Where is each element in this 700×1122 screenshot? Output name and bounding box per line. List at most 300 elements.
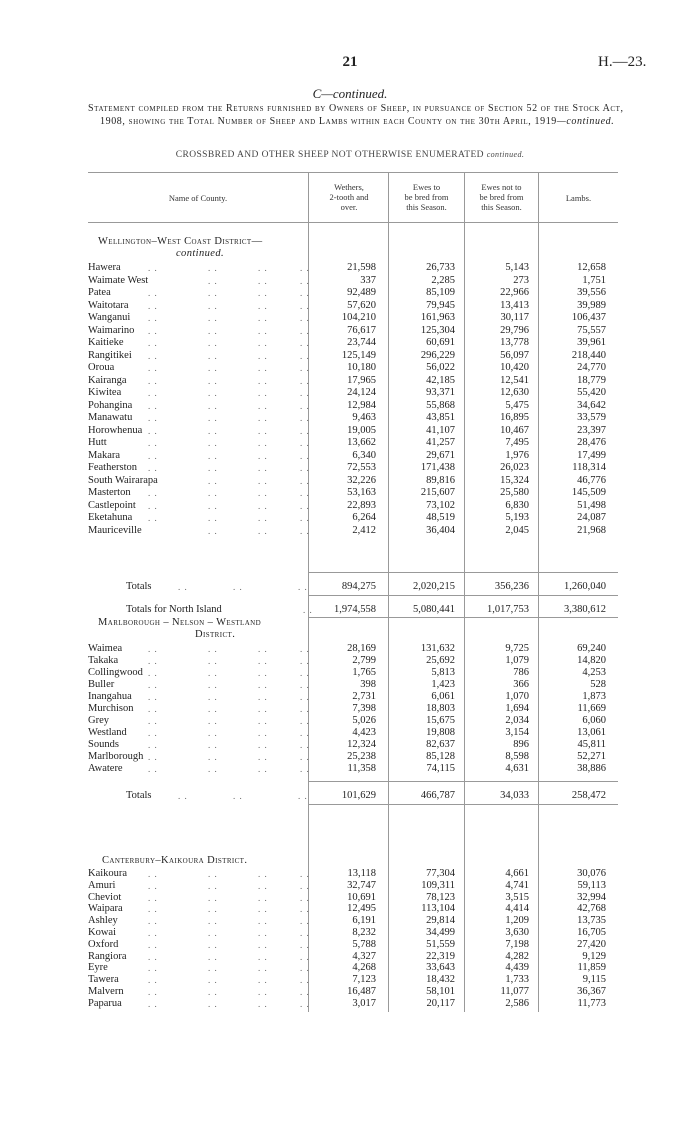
table-row [88,679,618,691]
leader-dots: . . [300,301,310,311]
wethers-value: 4,423 [352,727,376,738]
ewes-not-bred-value: 2,034 [505,715,529,726]
leader-dots: . . [300,987,310,997]
county-name: Sounds [88,739,119,750]
leader-dots: . . [148,904,158,914]
ewes-bred-value: 161,963 [420,312,455,323]
leader-dots: . . [148,940,158,950]
leader-dots: . . [148,928,158,938]
county-name: Mauriceville [88,525,142,536]
leader-dots: . . [178,791,188,801]
totals-row [88,604,618,616]
leader-dots: . . [148,388,158,398]
wethers-value: 13,662 [347,437,376,448]
leader-dots: . . [208,656,218,666]
leader-dots: . . [208,999,218,1009]
leader-dots: . . [208,526,218,536]
leader-dots: . . [148,668,158,678]
wethers-value: 12,324 [347,739,376,750]
statement-suffix: —continued. [556,115,615,127]
ewes-bred-value: 89,816 [426,475,455,486]
leader-dots: . . [148,656,158,666]
leader-dots: . . [258,388,268,398]
header-lambs: Lambs. [565,193,592,203]
ewes-not-bred-value: 56,097 [500,350,529,361]
lambs-value: 6,060 [582,715,606,726]
ewes-bred-value: 2,285 [431,275,455,286]
leader-dots: . . [148,301,158,311]
leader-dots: . . [148,513,158,523]
ewes-not-bred-value: 34,033 [500,790,529,801]
subtitle-text: CROSSBRED AND OTHER SHEEP NOT OTHERWISE ENUMERATED [175,150,484,160]
ewes-not-bred-value: 7,198 [505,939,529,950]
leader-dots: . . [300,488,310,498]
leader-dots: . . [258,680,268,690]
ewes-bred-value: 125,304 [420,325,455,336]
lambs-value: 59,113 [577,880,606,891]
ewes-bred-value: 29,671 [426,450,455,461]
county-name: Marlborough [88,751,144,762]
leader-dots: . . [258,313,268,323]
lambs-value: 33,579 [577,412,606,423]
ewes-bred-value: 19,808 [426,727,455,738]
lambs-value: 51,498 [577,500,606,511]
header-line: Wethers, [334,182,364,192]
lambs-value: 14,820 [577,655,606,666]
table-row [88,667,618,679]
leader-dots: . . [258,904,268,914]
table-row [88,325,618,337]
leader-dots: . . [258,338,268,348]
ewes-not-bred-value: 15,324 [500,475,529,486]
leader-dots: . . [208,893,218,903]
table-row [88,763,618,775]
ewes-not-bred-value: 29,796 [500,325,529,336]
leader-dots: . . [148,680,158,690]
wethers-value: 57,620 [347,300,376,311]
leader-dots: . . [148,644,158,654]
wethers-value: 9,463 [352,412,376,423]
ewes-bred-value: 113,104 [421,903,455,914]
ewes-bred-value: 58,101 [426,986,455,997]
ewes-bred-value: 82,637 [426,739,455,750]
leader-dots: . . [208,952,218,962]
ewes-not-bred-value: 4,661 [505,868,529,879]
leader-dots: . . [208,401,218,411]
ewes-bred-value: 15,675 [426,715,455,726]
lambs-value: 23,397 [577,425,606,436]
county-name: Grey [88,715,109,726]
ewes-bred-value: 26,733 [426,262,455,273]
ewes-not-bred-value: 22,966 [500,287,529,298]
wethers-value: 8,232 [352,927,376,938]
lambs-value: 18,779 [577,375,606,386]
leader-dots: . . [258,881,268,891]
ewes-bred-value: 466,787 [420,790,455,801]
ewes-not-bred-value: 10,467 [500,425,529,436]
leader-dots: . . [208,987,218,997]
leader-dots: . . [258,728,268,738]
leader-dots: . . [258,326,268,336]
table-row [88,715,618,727]
ewes-not-bred-value: 16,895 [500,412,529,423]
leader-dots: . . [148,463,158,473]
lambs-value: 55,420 [577,387,606,398]
table-subtitle [0,150,700,160]
leader-dots: . . [258,940,268,950]
leader-dots: . . [300,263,310,273]
leader-dots: . . [300,401,310,411]
leader-dots: . . [300,999,310,1009]
county-name: Awatere [88,763,123,774]
table-row [88,475,618,487]
leader-dots: . . [300,963,310,973]
ewes-not-bred-value: 1,976 [505,450,529,461]
leader-dots: . . [148,413,158,423]
header-line: this Season. [481,202,522,212]
wethers-value: 32,747 [347,880,376,891]
county-name: Rangitikei [88,350,132,361]
lambs-value: 34,642 [577,400,606,411]
lambs-value: 9,115 [582,974,606,985]
ewes-not-bred-value: 12,541 [500,375,529,386]
leader-dots: . . [148,401,158,411]
ewes-not-bred-value: 1,694 [505,703,529,714]
leader-dots: . . [300,426,310,436]
table-row [88,512,618,524]
ewes-bred-value: 296,229 [420,350,455,361]
county-name: Patea [88,287,111,298]
ewes-not-bred-value: 2,045 [505,525,529,536]
leader-dots: . . [300,869,310,879]
leader-dots: . . [208,388,218,398]
wethers-value: 32,226 [347,475,376,486]
wethers-value: 92,489 [347,287,376,298]
wethers-value: 21,598 [347,262,376,273]
county-name: Kairanga [88,375,127,386]
leader-dots: . . [300,764,310,774]
table-row [88,525,618,537]
leader-dots: . . [148,916,158,926]
lambs-value: 39,989 [577,300,606,311]
ewes-not-bred-value: 25,580 [500,487,529,498]
table-row [88,903,618,915]
lambs-value: 21,968 [577,525,606,536]
leader-dots: . . [208,916,218,926]
ewes-not-bred-value: 3,630 [505,927,529,938]
wethers-value: 11,358 [347,763,376,774]
table-row [88,337,618,349]
ewes-bred-value: 5,813 [431,667,455,678]
leader-dots: . . [258,351,268,361]
leader-dots: . . [208,376,218,386]
leader-dots: . . [148,975,158,985]
leader-dots: . . [300,752,310,762]
ewes-bred-value: 55,868 [426,400,455,411]
totals-label: Totals [126,581,152,592]
ewes-not-bred-value: 366 [513,679,529,690]
leader-dots: . . [300,716,310,726]
totals-row [88,790,618,802]
table-row [88,974,618,986]
leader-dots: . . [148,338,158,348]
ewes-bred-value: 18,803 [426,703,455,714]
table-row [88,375,618,387]
ewes-not-bred-value: 4,282 [505,951,529,962]
leader-dots: . . [148,263,158,273]
leader-dots: . . [208,463,218,473]
ewes-bred-value: 85,128 [426,751,455,762]
table-row [88,425,618,437]
leader-dots: . . [300,668,310,678]
county-name: Takaka [88,655,119,666]
leader-dots: . . [258,704,268,714]
leader-dots: . . [300,313,310,323]
ewes-not-bred-value: 5,193 [505,512,529,523]
leader-dots: . . [148,987,158,997]
wethers-value: 6,191 [352,915,376,926]
leader-dots: . . [208,975,218,985]
leader-dots: . . [148,881,158,891]
leader-dots: . . [178,582,188,592]
district-heading: Canterbury–Kaikoura District. [102,855,248,866]
leader-dots: . . [148,426,158,436]
ewes-not-bred-value: 11,077 [500,986,529,997]
leader-dots: . . [300,644,310,654]
leader-dots: . . [300,438,310,448]
totals-rule [308,804,618,805]
leader-dots: . . [300,940,310,950]
ewes-not-bred-value: 786 [513,667,529,678]
leader-dots: . . [258,869,268,879]
county-name: Eyre [88,962,108,973]
leader-dots: . . [208,451,218,461]
wethers-value: 4,327 [352,951,376,962]
leader-dots: . . [300,413,310,423]
county-name: Oroua [88,362,115,373]
county-name: Masterton [88,487,131,498]
leader-dots: . . [208,338,218,348]
leader-dots: . . [258,740,268,750]
table-row [88,262,618,274]
leader-dots: . . [208,704,218,714]
ewes-not-bred-value: 5,143 [505,262,529,273]
table-row [88,400,618,412]
leader-dots: . . [148,363,158,373]
county-name: Ashley [88,915,118,926]
ewes-bred-value: 60,691 [426,337,455,348]
wethers-value: 6,264 [352,512,376,523]
leader-dots: . . [208,752,218,762]
leader-dots: . . [300,728,310,738]
leader-dots: . . [300,704,310,714]
county-name: Inangahua [88,691,132,702]
leader-dots: . . [258,501,268,511]
leader-dots: . . [208,940,218,950]
wethers-value: 5,788 [352,939,376,950]
lambs-value: 3,380,612 [564,604,606,615]
leader-dots: . . [148,728,158,738]
ewes-bred-value: 74,115 [426,763,455,774]
table-row [88,350,618,362]
leader-dots: . . [258,413,268,423]
county-name: Waipara [88,903,123,914]
county-name: Collingwood [88,667,143,678]
leader-dots: . . [148,893,158,903]
table-row [88,868,618,880]
ewes-bred-value: 48,519 [426,512,455,523]
wethers-value: 16,487 [347,986,376,997]
header-line: this Season. [406,202,447,212]
county-name: Kowai [88,927,116,938]
leader-dots: . . [258,975,268,985]
leader-dots: . . [208,263,218,273]
lambs-value: 24,770 [577,362,606,373]
leader-dots: . . [208,313,218,323]
wethers-value: 13,118 [347,868,376,879]
totals-rule [308,617,618,618]
header-line: Ewes to [412,182,441,192]
ewes-not-bred-value: 8,598 [505,751,529,762]
wethers-value: 894,275 [341,581,376,592]
ewes-not-bred-value: 4,414 [505,903,529,914]
ewes-not-bred-value: 1,209 [505,915,529,926]
leader-dots: . . [258,526,268,536]
lambs-value: 13,061 [577,727,606,738]
header-ewes-bred [389,182,464,212]
lambs-value: 11,669 [577,703,606,714]
leader-dots: . . [148,752,158,762]
leader-dots: . . [258,716,268,726]
ewes-bred-value: 29,814 [426,915,455,926]
header-ewes-not-bred [465,182,538,212]
leader-dots: . . [258,692,268,702]
wethers-value: 19,005 [347,425,376,436]
leader-dots: . . [208,904,218,914]
lambs-value: 145,509 [571,487,606,498]
leader-dots: . . [300,376,310,386]
leader-dots: . . [208,288,218,298]
county-name: Pohangina [88,400,133,411]
lambs-value: 32,994 [577,892,606,903]
lambs-value: 11,859 [577,962,606,973]
lambs-value: 258,472 [571,790,606,801]
leader-dots: . . [208,716,218,726]
county-name: Kaikoura [88,868,128,879]
totals-rule [308,572,618,573]
leader-dots: . . [148,501,158,511]
lambs-value: 12,658 [577,262,606,273]
wethers-value: 125,149 [341,350,376,361]
ewes-bred-value: 56,022 [426,362,455,373]
leader-dots: . . [300,526,310,536]
leader-dots: . . [208,680,218,690]
county-name: Cheviot [88,892,122,903]
ewes-bred-value: 25,692 [426,655,455,666]
totals-label: Totals [126,790,152,801]
county-name: Hawera [88,262,121,273]
county-name: Tawera [88,974,119,985]
county-name: Waitotara [88,300,129,311]
leader-dots: . . [258,451,268,461]
wethers-value: 72,553 [347,462,376,473]
table-row [88,751,618,763]
totals-row [88,581,618,593]
leader-dots: . . [258,656,268,666]
wethers-value: 24,124 [347,387,376,398]
wethers-value: 10,180 [347,362,376,373]
leader-dots: . . [258,476,268,486]
leader-dots: . . [148,740,158,750]
ewes-not-bred-value: 273 [513,275,529,286]
leader-dots: . . [300,363,310,373]
wethers-value: 22,893 [347,500,376,511]
leader-dots: . . [300,893,310,903]
leader-dots: . . [300,740,310,750]
leader-dots: . . [148,313,158,323]
leader-dots: . . [258,644,268,654]
leader-dots: . . [300,288,310,298]
table-continued-label: C—continued. [312,86,388,101]
lambs-value: 1,873 [582,691,606,702]
wethers-value: 12,984 [347,400,376,411]
lambs-value: 528 [590,679,606,690]
ewes-bred-value: 33,643 [426,962,455,973]
ewes-not-bred-value: 3,515 [505,892,529,903]
ewes-bred-value: 41,107 [426,425,455,436]
table-row [88,939,618,951]
leader-dots: . . [300,952,310,962]
ewes-not-bred-value: 6,830 [505,500,529,511]
wethers-value: 1,974,558 [334,604,376,615]
header-wethers [310,182,388,212]
leader-dots: . . [258,928,268,938]
table-row [88,927,618,939]
lambs-value: 4,253 [582,667,606,678]
county-name: Murchison [88,703,134,714]
wethers-value: 23,744 [347,337,376,348]
ewes-not-bred-value: 9,725 [505,643,529,654]
county-name: Makara [88,450,121,461]
leader-dots: . . [298,791,308,801]
subtitle-suffix: continued. [486,150,525,159]
table-row [88,362,618,374]
wethers-value: 53,163 [347,487,376,498]
county-name: Malvern [88,986,124,997]
leader-dots: . . [208,963,218,973]
county-name: Horowhenua [88,425,143,436]
county-name: South Wairarapa [88,475,158,486]
leader-dots: . . [148,869,158,879]
leader-dots: . . [258,376,268,386]
ewes-bred-value: 1,423 [431,679,455,690]
lambs-value: 16,705 [577,927,606,938]
leader-dots: . . [298,582,308,592]
wethers-value: 17,965 [347,375,376,386]
table-row [88,462,618,474]
county-name: Buller [88,679,115,690]
leader-dots: . . [148,716,158,726]
ewes-bred-value: 109,311 [421,880,455,891]
wethers-value: 5,026 [352,715,376,726]
lambs-value: 52,271 [577,751,606,762]
ewes-bred-value: 5,080,441 [413,604,455,615]
leader-dots: . . [148,963,158,973]
lambs-value: 38,886 [577,763,606,774]
ewes-bred-value: 20,117 [426,998,455,1009]
leader-dots: . . [148,999,158,1009]
lambs-value: 75,557 [577,325,606,336]
